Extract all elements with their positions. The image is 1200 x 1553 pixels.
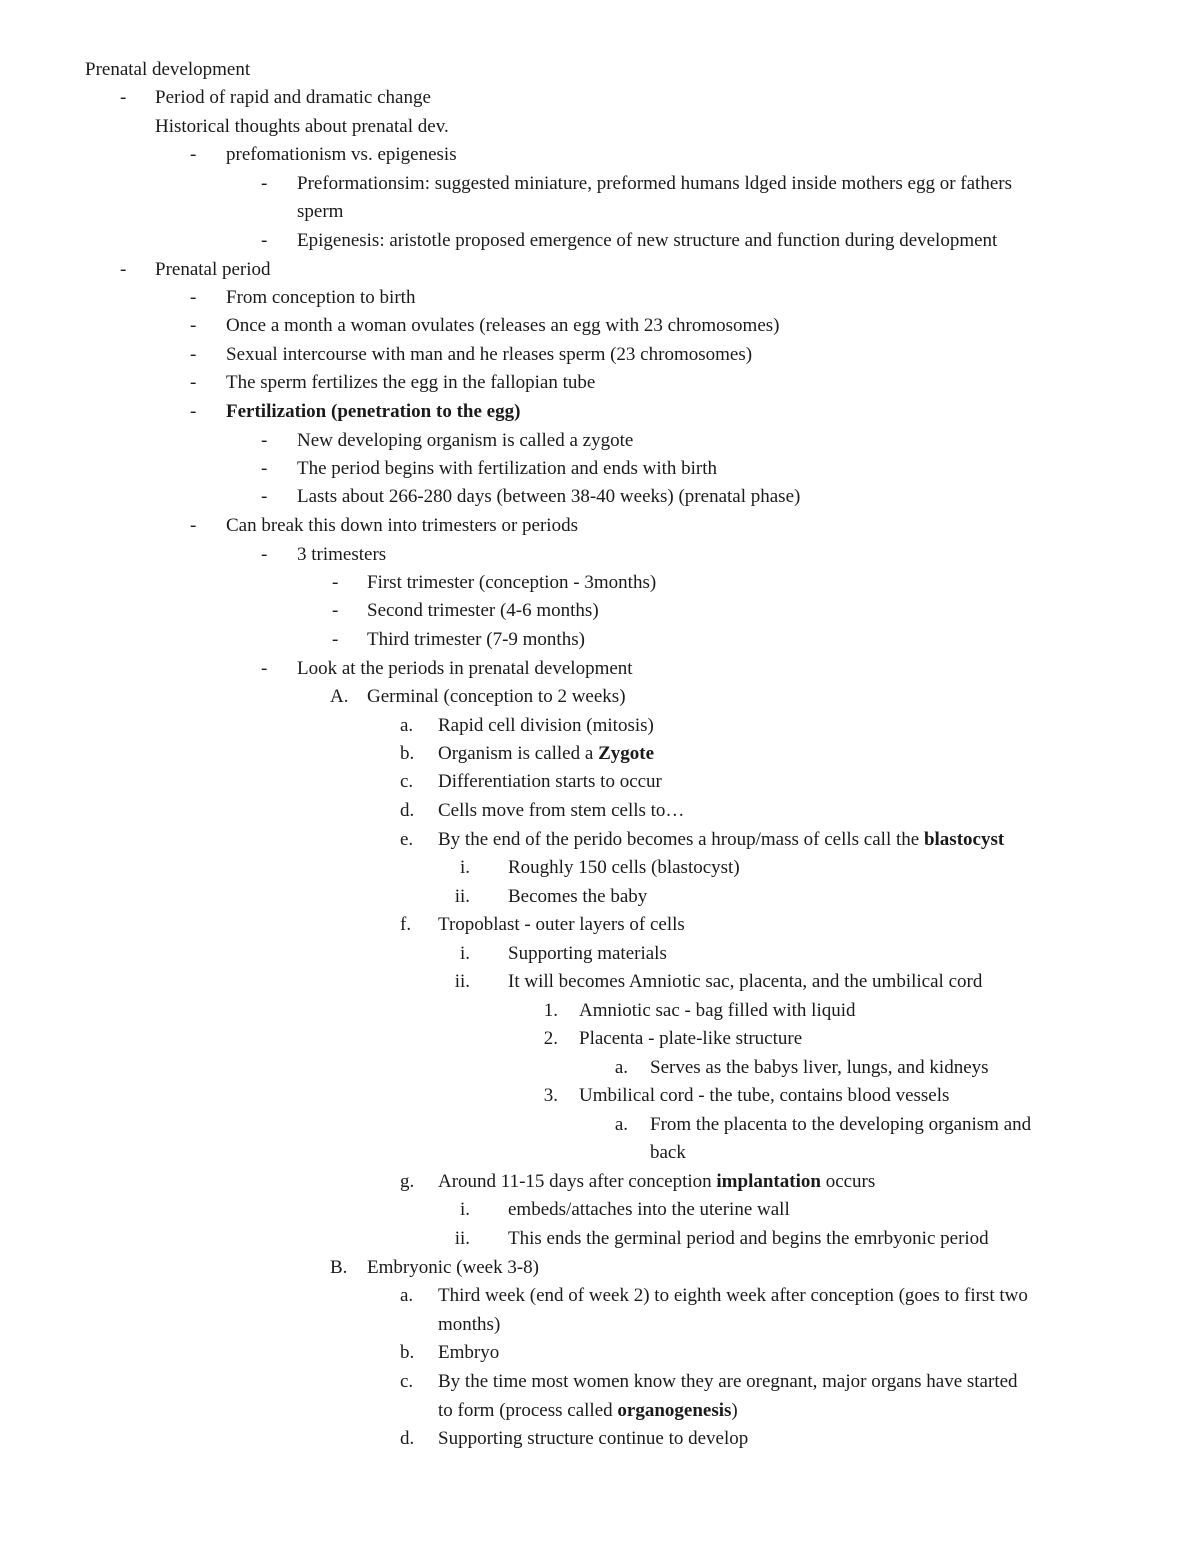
line-text: From the placenta to the developing organism and (650, 1114, 1032, 1135)
line-text: Amniotic sac - bag filled with liquid (579, 1000, 856, 1021)
line-text: embeds/attaches into the uterine wall (508, 1199, 790, 1220)
list-marker: 1. (543, 1000, 558, 1021)
list-marker: c. (400, 1371, 414, 1392)
line-text: Tropoblast - outer layers of cells (438, 914, 685, 935)
line-text: Second trimester (4-6 months) (367, 600, 599, 621)
line-text: Look at the periods in prenatal development (297, 658, 633, 679)
list-marker: - (261, 230, 268, 251)
list-marker: b. (400, 1342, 415, 1363)
line-text: Differentiation starts to occur (438, 771, 662, 792)
list-marker: - (120, 259, 127, 280)
list-marker: - (261, 173, 268, 194)
list-marker: a. (614, 1114, 628, 1135)
bold-term: implantation (716, 1171, 821, 1192)
line-text: back (650, 1142, 686, 1163)
list-marker: - (190, 315, 197, 336)
line-text: Cells move from stem cells to… (438, 800, 685, 821)
list-marker: - (261, 658, 268, 679)
bold-term: Zygote (598, 743, 654, 764)
line-text: 3 trimesters (297, 544, 387, 565)
bold-term: organogenesis (617, 1400, 732, 1421)
line-text: Lasts about 266-280 days (between 38-40 weeks) (prenatal phase) (297, 486, 801, 507)
list-marker: a. (400, 715, 414, 736)
line-text: Rapid cell division (mitosis) (438, 715, 654, 736)
line-text: Can break this down into trimesters or periods (226, 515, 578, 536)
list-marker: i. (459, 857, 470, 878)
list-marker: - (261, 430, 268, 451)
list-marker: a. (614, 1057, 628, 1078)
list-marker: - (190, 515, 197, 536)
line-text-after: occurs (820, 1171, 876, 1192)
line-text: Preformationsim: suggested miniature, preformed humans ldged inside mothers egg or fathers (297, 173, 1012, 194)
line-text: months) (438, 1314, 501, 1335)
line-text: Once a month a woman ovulates (releases an egg with 23 chromosomes) (226, 315, 780, 336)
list-marker: - (190, 287, 197, 308)
list-marker: B. (330, 1257, 348, 1278)
list-marker: c. (400, 771, 414, 792)
list-marker: A. (330, 686, 349, 707)
line-text: Historical thoughts about prenatal dev. (155, 116, 449, 137)
list-marker: - (261, 544, 268, 565)
list-marker: b. (400, 743, 415, 764)
list-marker: g. (400, 1171, 415, 1192)
line-text: Sexual intercourse with man and he rleases sperm (23 chromosomes) (226, 344, 753, 365)
list-marker: - (261, 486, 268, 507)
list-marker: - (190, 344, 197, 365)
list-marker: a. (400, 1285, 414, 1306)
line-text: Period of rapid and dramatic change (155, 87, 431, 108)
line-text: to form (process called (438, 1400, 618, 1421)
list-marker: - (261, 458, 268, 479)
line-text: Embryonic (week 3-8) (367, 1257, 539, 1278)
list-marker: - (190, 401, 197, 422)
line-text: Supporting materials (508, 943, 667, 964)
line-text-after: ) (731, 1400, 738, 1421)
list-marker: - (120, 87, 127, 108)
list-marker: i. (459, 943, 470, 964)
line-text: Umbilical cord - the tube, contains blood vessels (579, 1085, 950, 1106)
line-text: Roughly 150 cells (blastocyst) (508, 857, 740, 878)
line-text: Embryo (438, 1342, 500, 1363)
line-text: Placenta - plate-like structure (579, 1028, 803, 1049)
list-marker: i. (459, 1199, 470, 1220)
line-text: Third week (end of week 2) to eighth week after conception (goes to first two (438, 1285, 1028, 1306)
list-marker: - (332, 629, 339, 650)
list-marker: d. (400, 1428, 415, 1449)
line-text: Serves as the babys liver, lungs, and kidneys (650, 1057, 989, 1078)
line-text: Supporting structure continue to develop (438, 1428, 749, 1449)
list-marker: d. (400, 800, 415, 821)
line-text: Organism is called a (438, 743, 599, 764)
line-text: New developing organism is called a zygote (297, 430, 634, 451)
line-text: Around 11-15 days after conception (438, 1171, 717, 1192)
line-text: The period begins with fertilization and ends with birth (297, 458, 718, 479)
list-marker: ii. (454, 1228, 470, 1249)
line-text: By the time most women know they are oregnant, major organs have started (438, 1371, 1018, 1392)
list-marker: - (332, 572, 339, 593)
list-marker: - (332, 600, 339, 621)
line-text: First trimester (conception - 3months) (367, 572, 657, 593)
line-text: It will becomes Amniotic sac, placenta, and the umbilical cord (508, 971, 983, 992)
list-marker: f. (400, 914, 412, 935)
line-text: Third trimester (7-9 months) (367, 629, 585, 650)
bold-term: blastocyst (923, 829, 1005, 850)
line-text: sperm (297, 201, 344, 222)
list-marker: e. (400, 829, 414, 850)
list-marker: 2. (543, 1028, 558, 1049)
line-text: Prenatal development (85, 59, 251, 80)
line-text: From conception to birth (226, 287, 416, 308)
list-marker: 3. (543, 1085, 558, 1106)
line-text: This ends the germinal period and begins the emrbyonic period (508, 1228, 989, 1249)
line-text: By the end of the perido becomes a hroup/mass of cells call the (438, 829, 924, 850)
list-marker: ii. (454, 971, 470, 992)
line-text: Fertilization (penetration to the egg) (226, 401, 521, 422)
line-text: Epigenesis: aristotle proposed emergence of new structure and function during development (297, 230, 998, 251)
line-text: prefomationism vs. epigenesis (226, 144, 457, 165)
list-marker: - (190, 144, 197, 165)
line-text: The sperm fertilizes the egg in the fallopian tube (226, 372, 596, 393)
list-marker: - (190, 372, 197, 393)
line-text: Prenatal period (155, 259, 271, 280)
line-text: Becomes the baby (508, 886, 648, 907)
list-marker: ii. (454, 886, 470, 907)
line-text: Germinal (conception to 2 weeks) (367, 686, 626, 707)
